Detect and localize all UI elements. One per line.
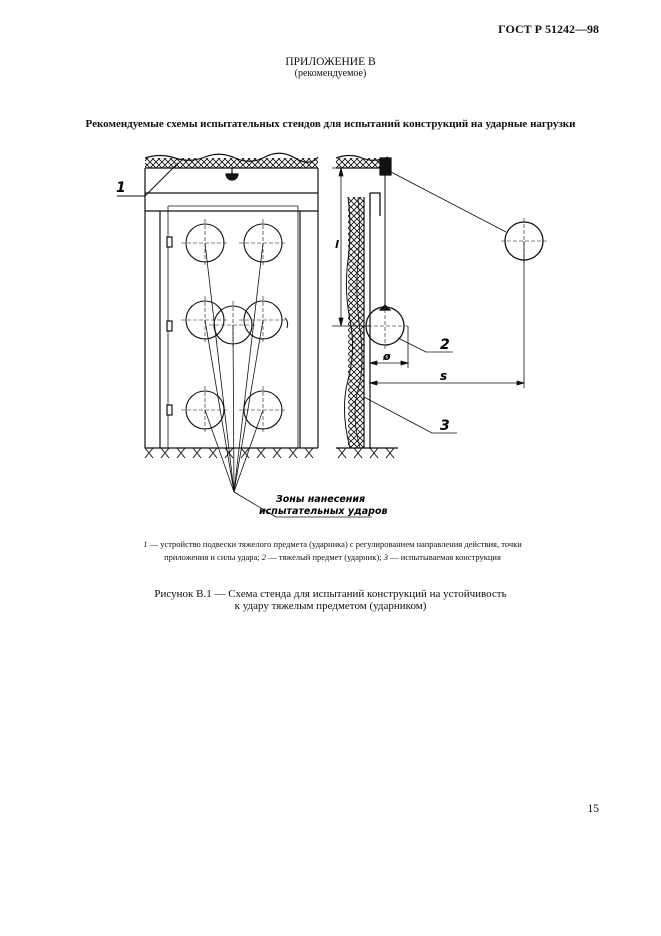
zones-label-line1: Зоны нанесения bbox=[276, 494, 366, 505]
figure-caption-line1: Рисунок В.1 — Схема стенда для испытаний конструкций на устойчивость bbox=[154, 588, 507, 600]
callout-3-label: 3 bbox=[440, 418, 450, 434]
front-view bbox=[145, 153, 318, 448]
dimension-s-label: s bbox=[440, 369, 448, 383]
side-view bbox=[336, 156, 547, 449]
test-stand-diagram bbox=[0, 140, 661, 530]
callout-1-label: 1 bbox=[116, 180, 126, 196]
zones-label-line2: испытательных ударов bbox=[259, 506, 388, 517]
side-floor-hatch bbox=[338, 448, 394, 458]
legend-text-3: — испытываемая конструкция bbox=[387, 552, 501, 562]
figure-caption bbox=[0, 588, 661, 612]
dimension-l-label: l bbox=[335, 238, 339, 251]
legend-num-2: 2 bbox=[261, 552, 267, 562]
page-number: 15 bbox=[587, 803, 599, 815]
zone-leader-lines bbox=[205, 243, 372, 517]
appendix-subtitle: (рекомендуемое) bbox=[294, 68, 367, 79]
impact-zones bbox=[181, 219, 287, 434]
callout-2-label: 2 bbox=[440, 337, 450, 353]
legend-num-3: 3 bbox=[383, 552, 388, 562]
standard-code: ГОСТ Р 51242—98 bbox=[498, 22, 599, 36]
appendix-heading bbox=[0, 56, 661, 80]
appendix-title: ПРИЛОЖЕНИЕ В bbox=[285, 56, 376, 68]
legend-num-1: 1 bbox=[143, 539, 148, 549]
figure-legend bbox=[135, 538, 530, 564]
legend-text-1: — устройство подвески тяжелого предмета (ударника) с регулированием направления действия, точки приложения и силы удара; bbox=[147, 539, 522, 562]
legend-text-2: — тяжелый предмет (ударник); bbox=[266, 552, 384, 562]
dimension-diameter-label: ø bbox=[383, 350, 391, 363]
figure-caption-line2: к удару тяжелым предметом (ударником) bbox=[234, 600, 427, 612]
section-title: Рекомендуемые схемы испытательных стендов для испытаний конструкций на ударные нагрузки bbox=[85, 118, 576, 130]
